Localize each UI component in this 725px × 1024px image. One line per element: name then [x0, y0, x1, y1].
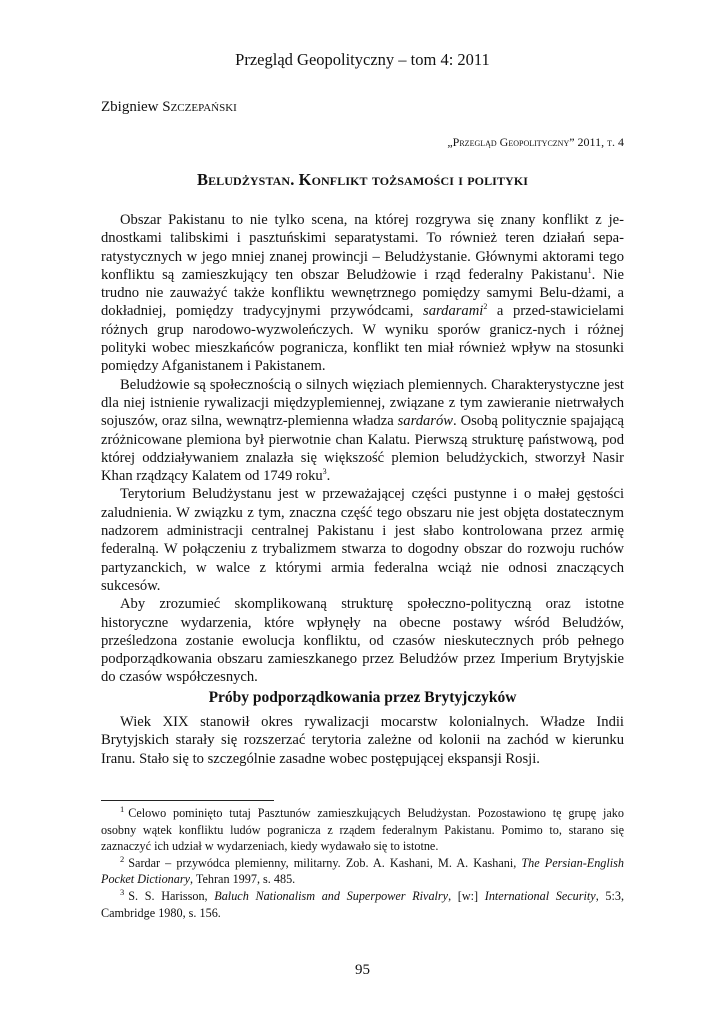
footnote-3-text-b: , [w:] [448, 888, 485, 903]
paragraph-5: Wiek XIX stanowił okres rywalizacji mocarstw kolonialnych. Władze Indii Brytyjskich starały się rozszerzać terytoria zależne od kolonii na zachód w kierunku Iranu. Stało się to szczególnie zasadne wobec postępującej ekspansji Rosji. [101, 714, 624, 767]
footnote-divider [101, 800, 274, 801]
p1-text-b: . Nie trudno nie zauważyć także konfliktu wewnętrznego pomiędzy samymi Belu-dżami, a dokładniej, pomiędzy tradycyjnymi przywódcami, [101, 266, 624, 320]
p1-emphasis: sardarami [423, 303, 484, 320]
author-name [101, 99, 237, 116]
footnote-3-text-a: S. S. Harisson, [128, 888, 215, 903]
journal-reference [447, 135, 624, 150]
p1-text-c: a przed-stawicielami różnych grup narodowo-wyzwoleńczych. W wyniku sporów granicz-nych i różnej polityki wobec mieszkańców pogranicza, konflikt ten miał również wpływ na stosunki pomiędzy Afganistanem i Pakistanem. [101, 303, 625, 375]
section-body [101, 713, 624, 768]
footnote-3-journal: International Security [484, 888, 596, 903]
section-heading: Próby podporządkowania przez Brytyjczyków [208, 689, 517, 706]
footnote-3-number: 3 [120, 886, 125, 897]
paragraph-1 [101, 211, 624, 376]
p2-text-a: Beludżowie są społecznością o silnych więziach plemiennych. Charakterystyczne jest dla niej istnienie rywalizacji międzyplemiennej, związane z tym zawieranie nietrwałych sojuszów, oraz silna, wewnątrz-plemienna władza [101, 376, 624, 430]
journal-ref-volume: 2011, t. 4 [574, 135, 624, 149]
journal-ref-name: „Przegląd Geopolityczny” [447, 135, 575, 149]
footnote-2-title: The Persian-English Pocket Dictionary [101, 855, 624, 887]
footnote-2-number: 2 [120, 853, 125, 864]
author-first-name: Zbigniew [101, 99, 163, 115]
p2-text-c: . [326, 468, 331, 485]
article-title: Beludżystan. Konflikt tożsamości i polityki [196, 170, 529, 189]
paragraph-3: Terytorium Beludżystanu jest w przeważającej części pustynne i o małej gęstości zaludnienia. W związku z tym, znaczna część tego obszaru nie jest objęta dostatecznym nadzorem administracji centralnej Pakistanu i jest słabo kontrolowana przez armię federalną. W połączeniu z trybalizmem stwarza to dogodny obszar do rozwoju ruchów partyzanckich, w walce z którymi armia federalna wciąż nie odnosi znaczących sukcesów. [101, 486, 624, 594]
footnote-2 [101, 855, 624, 888]
footnote-2-text-a: Sardar – przywódca plemienny, militarny. Zob. A. Kashani, M. A. Kashani, [128, 855, 522, 870]
footnote-ref-2[interactable]: 2 [483, 302, 488, 312]
running-head: Przegląd Geopolityczny – tom 4: 2011 [235, 50, 490, 69]
author-last-name: Szczepański [162, 99, 237, 115]
paragraph-4: Aby zrozumieć skomplikowaną strukturę społeczno-polityczną oraz istotne historyczne wydarzenia, które wpłynęły na obecne postawy wśród Beludżów, prześledzona zostanie ewolucja konfliktu, od czasów nieskutecznych prób pełnego podporządkowania obszaru zamieszkanego przez Beludżów przez Imperium Brytyjskie do czasów współczesnych. [101, 596, 624, 686]
footnote-3-title: Baluch Nationalism and Superpower Rivalry [214, 888, 449, 903]
page-number: 95 [355, 962, 370, 978]
p2-text-b: . Osobą politycznie spajającą zróżnicowane plemiona był pierwotnie chan Kalatu. Pierwszą strukturę państwową, pod której oddziaływaniem znalazła się większość plemion beludżyckich, stworzył Nasir Khan rządzący Kalatem od 1749 roku [101, 413, 624, 485]
footnote-2-text-b: , Tehran 1997, s. 485. [190, 872, 296, 887]
article-body [101, 211, 624, 687]
footnotes [101, 805, 624, 921]
footnote-1 [101, 805, 624, 855]
footnote-ref-3[interactable]: 3 [322, 467, 327, 477]
footnote-1-number: 1 [120, 803, 125, 814]
paragraph-2 [101, 376, 624, 486]
footnote-3-text-c: , 5:3, Cambridge 1980, s. 156. [101, 888, 625, 920]
p1-text-a: Obszar Pakistanu to nie tylko scena, na której rozgrywa się znany konflikt z je-dnostkami talibskimi i pasztuńskimi separatystami. To również teren działań sepa-ratystycznych w jego mniej znanej prowincji – Beludżystanie. Głównymi aktorami tego konfliktu są zamieszkujący ten obszar Beludżowie i rząd federalny Pakistanu [101, 212, 624, 283]
footnote-ref-1[interactable]: 1 [587, 266, 592, 276]
footnote-1-text: Celowo pominięto tutaj Pasztunów zamieszkujących Beludżystan. Pozostawiono tę grupę jako osobny wątek konfliktu ludów pogranicza z rządem federalnym Pakistanu. Pomimo to, starano się zaznaczyć ich udział w wydarzeniach, kiedy wydawało się to istotne. [101, 806, 624, 854]
footnote-3 [101, 888, 624, 921]
p2-emphasis: sardarów [397, 413, 454, 430]
